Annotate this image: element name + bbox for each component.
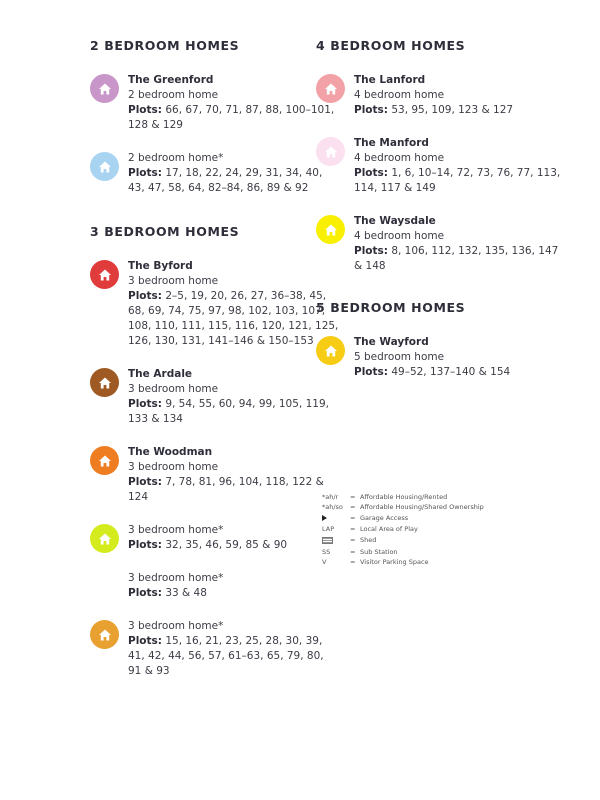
home-type: 3 bedroom home [128,383,219,395]
section-title: 4 BEDROOM HOMES [316,38,466,53]
legend-row [322,547,542,557]
section-title: 3 BEDROOM HOMES [90,224,240,239]
legend-key: *ah/so [322,503,343,512]
legend-label: Affordable Housing/Shared Ownership [360,503,484,512]
home-type: 2 bedroom home [128,89,219,101]
home-type: 4 bedroom home [354,152,445,164]
home-type: 2 bedroom home* [128,152,224,164]
legend-label: Sub Station [360,548,398,557]
legend-row [322,502,542,512]
house-icon [90,74,119,103]
home-entry [90,259,340,349]
section-title: 5 BEDROOM HOMES [316,300,466,315]
plots-values: 8, 106, 112, 132, 135, 136, 147 & 148 [354,245,559,272]
legend-equals: = [350,513,356,522]
plots-label: Plots: [128,635,162,647]
house-icon [316,137,345,166]
plots-label: Plots: [354,104,388,116]
plots-label: Plots: [128,290,162,302]
plots-text [128,586,340,601]
legend-equals: = [350,493,356,501]
home-entry [316,214,566,274]
plots-label: Plots: [128,104,162,116]
home-name: The Ardale [128,368,193,380]
plots-values: 66, 67, 70, 71, 87, 88, 100–101, 128 & 129 [128,104,335,131]
home-entry [90,367,340,427]
legend-row [322,524,542,534]
legend-equals: = [350,535,356,544]
plots-values: 53, 95, 109, 123 & 127 [391,104,514,116]
legend-row [322,557,542,567]
plots-values: 9, 54, 55, 60, 94, 99, 105, 119, 133 & 134 [128,398,329,425]
plots-text [354,103,566,118]
legend [322,492,542,568]
house-icon [90,524,119,553]
plots-values: 7, 78, 81, 96, 104, 118, 122 & 124 [128,476,324,503]
legend-row [322,535,542,547]
section-5-bedroom [316,300,566,380]
house-icon [90,446,119,475]
home-name: The Woodman [128,446,213,458]
plots-values: 49–52, 137–140 & 154 [391,366,511,378]
triangle-icon [322,513,350,524]
house-icon [90,620,119,649]
plots-label: Plots: [128,476,162,488]
home-name: The Waysdale [354,215,436,227]
section-4-bedroom [316,38,566,274]
plots-values: 2–5, 19, 20, 26, 27, 36–38, 45, 68, 69, 74, 75, 97, 98, 102, 103, 107, 108, 110, 111, 115, 116, 120, 121, 125, 126, 130, 131, 141–146 & 150–153 [128,290,339,347]
house-icon [316,336,345,365]
plots-values: 1, 6, 10–14, 72, 73, 76, 77, 113, 114, 117 & 149 [354,167,561,194]
legend-equals: = [350,503,356,512]
plots-label: Plots: [128,398,162,410]
legend-row [322,513,542,524]
home-type: 4 bedroom home [354,89,445,101]
house-icon [90,368,119,397]
legend-label: Affordable Housing/Rented [360,493,448,501]
plots-text [128,538,340,553]
plots-label: Plots: [128,539,162,551]
left-column [90,38,340,697]
home-type: 3 bedroom home* [128,620,224,632]
plots-label: Plots: [354,366,388,378]
house-icon [316,74,345,103]
home-type: 3 bedroom home [128,275,219,287]
home-entry [316,136,566,196]
plots-text [128,166,340,196]
section-3-bedroom [90,224,340,679]
house-icon [90,152,119,181]
home-type: 5 bedroom home [354,351,445,363]
home-entry [90,151,340,196]
legend-label: Shed [360,535,377,544]
legend-key: SS [322,548,331,557]
plots-label: Plots: [354,167,388,179]
plots-text [128,634,340,679]
home-name: The Manford [354,137,429,149]
home-name: The Greenford [128,74,214,86]
section-2-bedroom [90,38,340,196]
plots-values: 33 & 48 [165,587,207,599]
legend-key: LAP [322,525,335,534]
home-name: The Lanford [354,74,426,86]
plots-text [128,289,340,349]
legend-equals: = [350,525,356,534]
plots-label: Plots: [128,587,162,599]
plots-text [354,166,566,196]
plots-text [128,475,340,505]
plots-label: Plots: [354,245,388,257]
home-type: 3 bedroom home* [128,572,224,584]
plots-values: 32, 35, 46, 59, 85 & 90 [165,539,288,551]
plots-text [354,365,566,380]
home-type: 3 bedroom home [128,461,219,473]
home-entry [316,335,566,380]
section-title: 2 BEDROOM HOMES [90,38,240,53]
legend-label: Garage Access [360,513,409,522]
home-entry [90,445,340,505]
plots-text [354,244,566,274]
home-entry [90,73,340,133]
legend-key: *ah/r [322,493,339,501]
home-entry [90,571,340,601]
legend-label: Local Area of Play [360,525,418,534]
legend-key: V [322,558,327,567]
home-entry [90,619,340,679]
house-icon [90,260,119,289]
home-name: The Byford [128,260,193,272]
home-type: 3 bedroom home* [128,524,224,536]
plots-text [128,397,340,427]
home-entry [90,523,340,553]
shed-icon [322,535,350,547]
plots-values: 15, 16, 21, 23, 25, 28, 30, 39, 41, 42, 44, 56, 57, 61–63, 65, 79, 80, 91 & 93 [128,635,324,677]
right-column [316,38,566,398]
legend-equals: = [350,548,356,557]
plots-label: Plots: [128,167,162,179]
plots-text [128,103,340,133]
plots-values: 17, 18, 22, 24, 29, 31, 34, 40, 43, 47, 58, 64, 82–84, 86, 89 & 92 [128,167,323,194]
legend-label: Visitor Parking Space [360,558,429,567]
legend-equals: = [350,558,356,567]
house-icon [316,215,345,244]
legend-row [322,492,542,502]
home-type: 4 bedroom home [354,230,445,242]
home-entry [316,73,566,118]
home-name: The Wayford [354,336,429,348]
